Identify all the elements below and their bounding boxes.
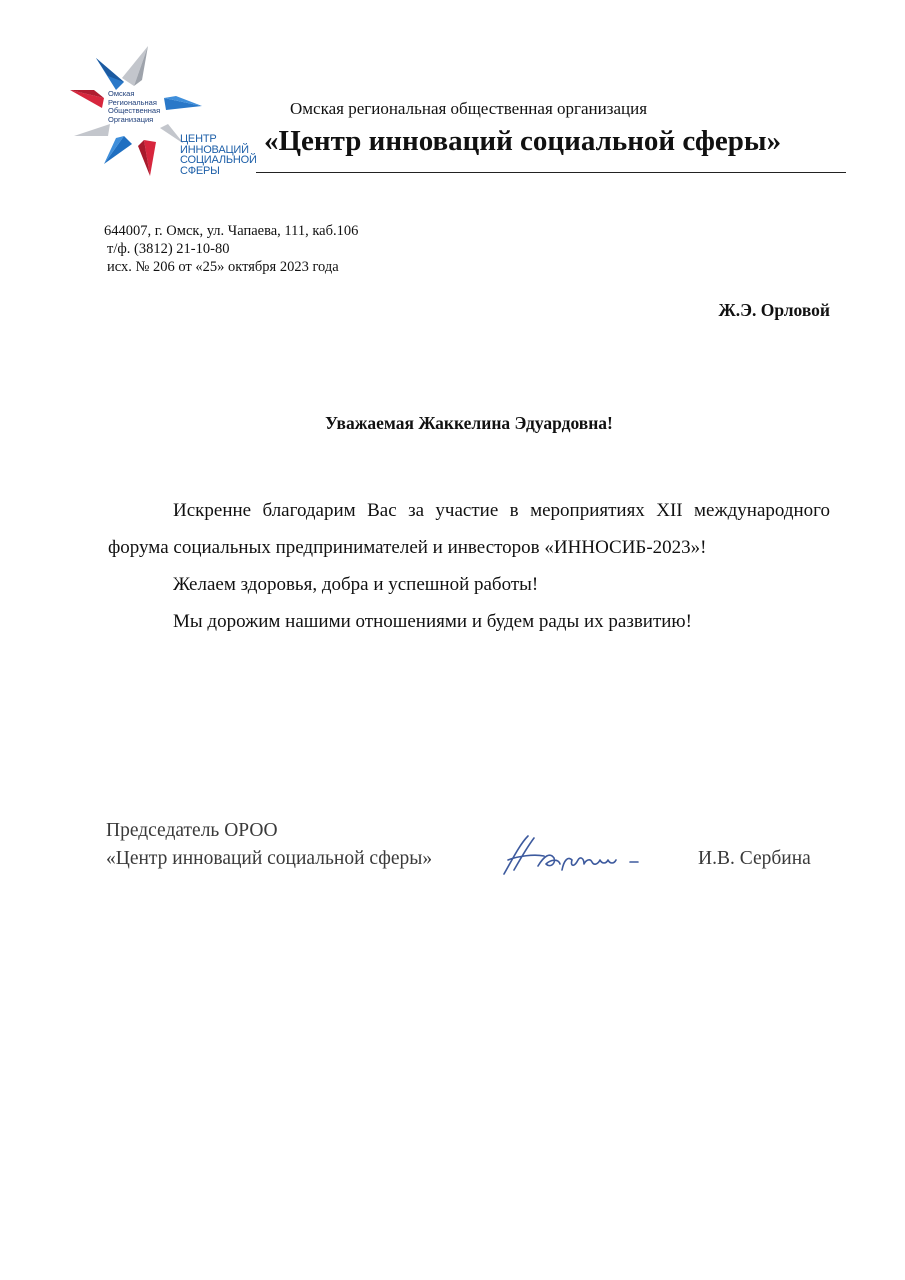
logo-big-line-1: ЦЕНТР — [180, 133, 217, 145]
salutation: Уважаемая Жаккелина Эдуардовна! — [325, 413, 613, 433]
logo-small-line-1: Омская — [108, 89, 135, 98]
signer-title-line-1: Председатель ОРОО — [106, 820, 278, 841]
org-name: «Центр инноваций социальной сферы» — [264, 125, 782, 157]
body-paragraph: Искренне благодарим Вас за участие в мероприятиях XII международного форума социальных предпринимателей и инвесторов «ИННОСИБ-2023»! — [108, 500, 830, 558]
outgoing-number-line: исх. № 206 от «25» октября 2023 года — [107, 259, 339, 275]
logo-big-line-4: СФЕРЫ — [180, 164, 220, 177]
handwritten-signature-icon — [498, 830, 658, 880]
logo-small-line-4: Организация — [108, 114, 154, 124]
signer-name: И.В. Сербина — [698, 848, 811, 869]
phone-line: т/ф. (3812) 21-10-80 — [107, 241, 230, 257]
logo-small-line-2: Региональная — [108, 97, 157, 107]
address-line: 644007, г. Омск, ул. Чапаева, 111, каб.106 — [104, 223, 359, 239]
star-logo-icon — [64, 40, 264, 200]
org-subtitle: Омская региональная общественная организация — [290, 99, 648, 118]
body-paragraph: Желаем здоровья, добра и успешной работы! — [173, 574, 539, 595]
letter-body — [108, 492, 830, 640]
header-divider — [256, 172, 846, 173]
recipient-name: Ж.Э. Орловой — [718, 300, 830, 320]
logo-big-line-2: ИННОВАЦИЙ — [180, 143, 249, 156]
body-paragraph: Мы дорожим нашими отношениями и будем рады их развитию! — [173, 611, 692, 632]
logo-small-line-3: Общественная — [108, 106, 161, 115]
logo-big-line-3: СОЦИАЛЬНОЙ — [180, 154, 257, 166]
signer-title-line-2: «Центр инноваций социальной сферы» — [106, 848, 433, 869]
organization-logo — [64, 40, 264, 200]
signature-block — [100, 810, 866, 882]
